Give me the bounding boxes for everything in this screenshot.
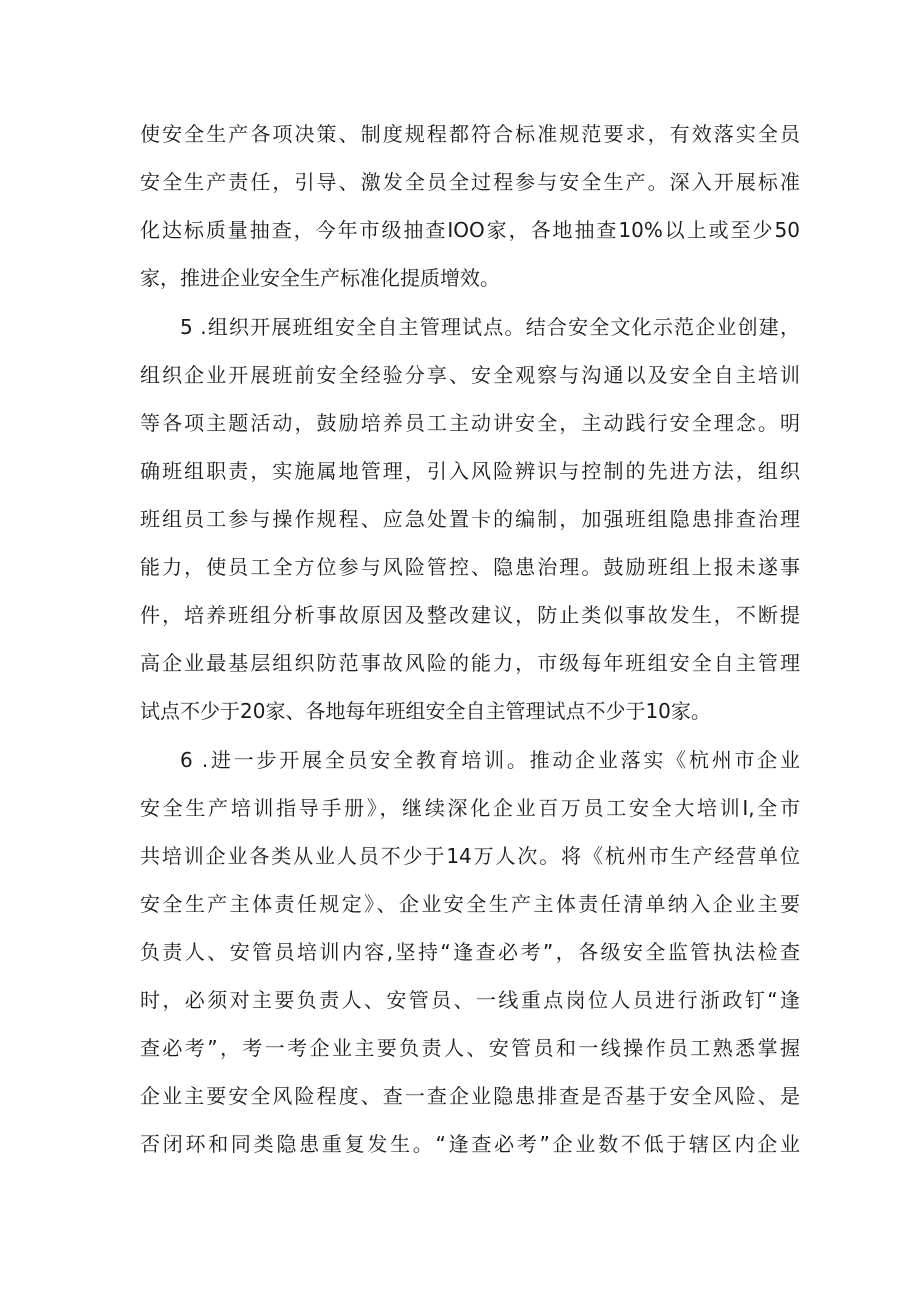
text-line: 共培训企业各类从业人员不少于14万人次。将《杭州市生产经营单位 <box>140 844 800 868</box>
text-line: 等各项主题活动，鼓励培养员工主动讲安全，主动践行安全理念。明 <box>140 411 800 435</box>
text-line: 查必考”，考一考企业主要负责人、安管员和一线操作员工熟悉掌握 <box>140 1036 800 1060</box>
text-line: 班组员工参与操作规程、应急处置卡的编制，加强班组隐患排查治理 <box>140 507 800 531</box>
text-line: 试点不少于20家、各地每年班组安全自主管理试点不少于10家。 <box>140 699 711 723</box>
text-line: 安全生产主体责任规定》、企业安全生产主体责任清单纳入企业主要 <box>140 892 800 916</box>
text-line: 企业主要安全风险程度、查一查企业隐患排查是否基于安全风险、是 <box>140 1084 800 1108</box>
text-line: 化达标质量抽查，今年市级抽查IOO家，各地抽查10%以上或至少50 <box>140 218 800 242</box>
text-line: 家，推进企业安全生产标准化提质增效。 <box>140 266 500 290</box>
text-line: 件，培养班组分析事故原因及整改建议，防止类似事故发生，不断提 <box>140 603 800 627</box>
text-line: 5 .组织开展班组安全自主管理试点。结合安全文化示范企业创建， <box>180 315 800 339</box>
text-line: 负责人、安管员培训内容,坚持“逢查必考”，各级安全监管执法检查 <box>140 940 800 964</box>
text-line: 6 .进一步开展全员安全教育培训。推动企业落实《杭州市企业 <box>180 748 800 772</box>
text-line: 否闭环和同类隐患重复发生。“逢查必考”企业数不低于辖区内企业 <box>140 1132 800 1156</box>
text-line: 使安全生产各项决策、制度规程都符合标准规范要求，有效落实全员 <box>140 122 800 146</box>
text-line: 能力，使员工全方位参与风险管控、隐患治理。鼓励班组上报未遂事 <box>140 555 800 579</box>
text-line: 高企业最基层组织防范事故风险的能力，市级每年班组安全自主管理 <box>140 651 800 675</box>
text-line: 确班组职责，实施属地管理，引入风险辨识与控制的先进方法，组织 <box>140 459 800 483</box>
text-line: 组织企业开展班前安全经验分享、安全观察与沟通以及安全自主培训 <box>140 363 800 387</box>
text-line: 安全生产责任，引导、激发全员全过程参与安全生产。深入开展标准 <box>140 170 800 194</box>
text-line: 安全生产培训指导手册》，继续深化企业百万员工安全大培训I,全市 <box>140 796 800 820</box>
text-line: 时，必须对主要负责人、安管员、一线重点岗位人员进行浙政钉“逢 <box>140 988 800 1012</box>
